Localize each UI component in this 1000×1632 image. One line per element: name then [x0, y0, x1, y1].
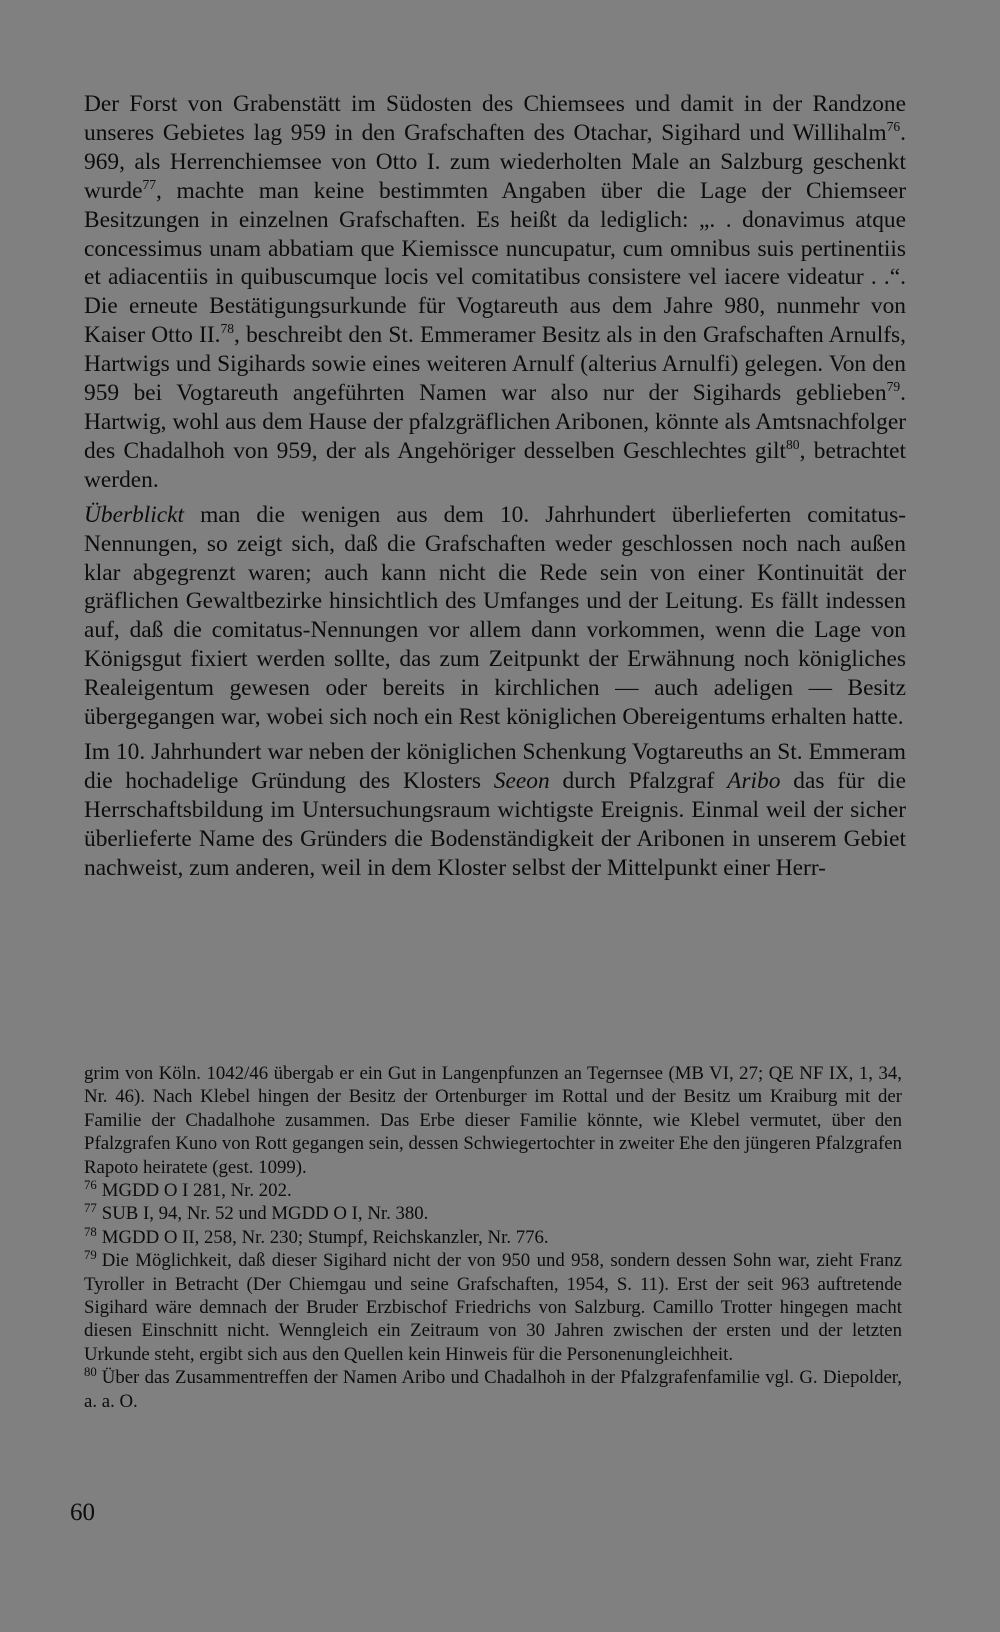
paragraph-1	[84, 90, 906, 495]
paragraph-3	[84, 738, 906, 883]
text-run: Der Forst von Grabenstätt im Südosten des Chiemsees und damit in der Randzone unseres Gebietes lag 959 in den Grafschaften des Otachar, Sigihard und Willihalm	[84, 91, 906, 146]
footnote-ref-80: 80	[786, 437, 800, 453]
emphasis: Seeon	[493, 767, 550, 794]
text-run: . Hartwig, wohl aus dem Hause der pfalzgräflichen Aribonen, könnte als Amtsnachfolger des Chadalhoh von 959, der als Angehöriger desselben Geschlechtes gilt	[84, 380, 906, 464]
footnote-80	[84, 1366, 902, 1413]
footnote-79	[84, 1249, 902, 1366]
page-number: 60	[70, 1499, 95, 1526]
emphasis: Überblickt	[84, 501, 185, 528]
footnote-continuation: grim von Köln. 1042/46 übergab er ein Gut in Langenpfunzen an Tegernsee (MB VI, 27; QE NF IX, 1, 34, Nr. 46). Nach Klebel hingen der Besitz der Ortenburger im Rottal und der Besitz um Kraiburg mit der Familie der Chadalhohe zusammen. Das Erbe dieser Familie könnte, wie Klebel vermutet, über den Pfalzgrafen Kuno von Rott gegangen sein, dessen Schwiegertochter in zweiter Ehe den jüngeren Pfalzgrafen Rapoto heiratete (gest. 1099).	[84, 1063, 902, 1178]
footnote-77	[84, 1202, 902, 1225]
footnote-ref-79: 79	[886, 379, 901, 395]
footnote-76	[84, 1179, 902, 1202]
footnotes	[84, 1062, 902, 1413]
footnote-ref-78: 78	[220, 321, 235, 337]
footnote-text: SUB I, 94, Nr. 52 und MGDD O I, Nr. 380.	[101, 1203, 429, 1225]
footnote-text: Über das Zusammentreffen der Namen Aribo und Chadalhoh in der Pfalzgrafenfamilie vgl. G. Diepolder, a. a. O.	[84, 1367, 902, 1412]
footnote-number: 78	[84, 1224, 97, 1239]
text-run: . 969, als Herrenchiemsee von Otto I. zum wiederholten Male an Salzburg geschenkt wurde	[84, 119, 906, 204]
text-run: , machte man keine bestimmten Angaben über die Lage der Chiemseer Besitzungen in einzelnen Grafschaften. Es heißt da lediglich: „. . donavimus atque concessimus unam abbatiam que Kiemissce nuncupatur, cum omnibus suis pertinentiis et adiacentiis in quibuscumque locis vel comitatibus consistere vel iacere videatur . .“. Die erneute Bestätigungsurkunde für Vogtareuth aus dem Jahre 980, nunmehr von Kaiser Otto II.	[84, 177, 906, 349]
text-run: das für die Herrschaftsbildung im Untersuchungsraum wichtigste Ereignis. Einmal weil der sicher überlieferte Name des Gründers die Bodenständigkeit der Aribonen in unserem Gebiet nachweist, zum anderen, weil in dem Kloster selbst der Mittelpunkt einer Herr-	[84, 767, 906, 881]
text-run: , betrachtet werden.	[84, 437, 906, 493]
emphasis: Aribo	[727, 767, 781, 794]
text-run: man die wenigen aus dem 10. Jahrhundert überlieferten comitatus-Nennungen, so zeigt sich, daß die Grafschaften weder geschlossen noch nach außen klar abgegrenzt waren; auch kann nicht die Rede sein von einer Kontinuität der gräflichen Gewaltbezirke hinsichtlich des Umfanges und der Leitung. Es fällt indessen auf, daß die comitatus-Nennungen vor allem dann vorkommen, wenn die Lage von Königsgut fixiert werden sollte, das zum Zeitpunkt der Erwähnung noch königliches Realeigentum gewesen oder bereits in kirchlichen — auch adeligen — Besitz übergegangen war, wobei sich noch ein Rest königlichen Obereigentums erhalten hatte.	[84, 501, 906, 731]
footnote-number: 77	[84, 1201, 97, 1216]
footnote-ref-77: 77	[142, 176, 157, 192]
main-text	[84, 90, 906, 882]
text-run: Im 10. Jahrhundert war neben der königlichen Schenkung Vogtareuths an St. Emmeram die hochadelige Gründung des Klosters	[84, 738, 906, 794]
footnote-78	[84, 1226, 902, 1249]
text-run: , beschreibt den St. Emmeramer Besitz als in den Grafschaften Arnulfs, Hartwigs und Sigihards sowie eines weiteren Arnulf (alterius Arnulfi) gelegen. Von den 959 bei Vogtareuth angeführten Namen war also nur der Sigihards geblieben	[84, 322, 906, 407]
footnote-number: 80	[84, 1365, 97, 1380]
footnote-ref-76: 76	[886, 119, 901, 135]
footnote-text: Die Möglichkeit, daß dieser Sigihard nicht der von 950 und 958, sondern dessen Sohn war, zieht Franz Tyroller in Betracht (Der Chiemgau und seine Grafschaften, 1954, S. 11). Erst der seit 963 auftretende Sigihard wäre demnach der Bruder Erzbischof Friedrichs von Salzburg. Camillo Trotter hingegen macht diesen Einschnitt nicht. Wenngleich ein Zeitraum von 30 Jahren zwischen der ersten und der letzten Urkunde steht, ergibt sich aus den Quellen kein Hinweis für die Personenungleichheit.	[84, 1250, 902, 1365]
footnote-text: MGDD O II, 258, Nr. 230; Stumpf, Reichskanzler, Nr. 776.	[101, 1226, 549, 1248]
paragraph-2	[84, 501, 906, 732]
footnote-text: MGDD O I 281, Nr. 202.	[101, 1180, 292, 1202]
text-run: durch Pfalzgraf	[549, 767, 728, 794]
footnote-number: 76	[84, 1177, 97, 1192]
footnote-number: 79	[84, 1247, 97, 1262]
